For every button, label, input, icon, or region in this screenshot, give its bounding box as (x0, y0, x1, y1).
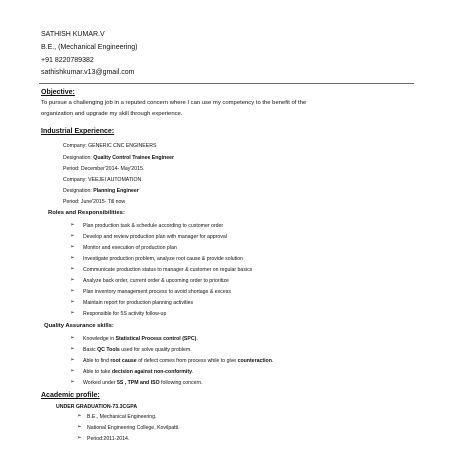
designation-1-title: Quality Control Trainee Engineer (93, 155, 174, 161)
quality-text: Able to take (83, 369, 112, 375)
arrow-bullet-icon: ➢ (70, 335, 75, 341)
quality-text: . (271, 358, 274, 364)
candidate-degree: B.E., (Mechanical Engineering) (41, 44, 138, 51)
company-2 (63, 178, 141, 183)
quality-text: used for solve quality problem. (119, 347, 192, 353)
academic-item: National Engineering College, Kovilpatti. (87, 425, 180, 431)
academic-subheading: UNDER GRADUATION-73.3CGPA (56, 404, 138, 410)
arrow-bullet-icon: ➢ (70, 277, 75, 283)
candidate-phone: +91 8220789382 (41, 57, 94, 64)
arrow-bullet-icon: ➢ (77, 435, 82, 441)
role-item: Plan inventory management process to avoid shortage & excess (83, 289, 231, 295)
quality-item (83, 337, 198, 342)
designation-1-prefix: Designation: (63, 155, 94, 161)
company-1-name: GENERIC CNC ENGINEERS (88, 143, 157, 149)
quality-text: Basic (83, 347, 98, 353)
period-1: Period: December'2014- May'2015. (63, 166, 145, 172)
designation-2-title: Planning Engineer (93, 188, 139, 194)
quality-item (83, 381, 203, 386)
designation-2-prefix: Designation: (63, 188, 94, 194)
arrow-bullet-icon: ➢ (70, 266, 75, 272)
arrow-bullet-icon: ➢ (70, 379, 75, 385)
role-item: Communicate production status to manager & customer on regular basics (83, 267, 253, 273)
arrow-bullet-icon: ➢ (70, 310, 75, 316)
arrow-bullet-icon: ➢ (70, 222, 75, 228)
quality-item (83, 370, 193, 375)
arrow-bullet-icon: ➢ (70, 233, 75, 239)
academic-item: B.E., Mechanical Engineering. (87, 414, 157, 420)
quality-emphasis: counteraction (237, 358, 272, 364)
company-2-name: VEEJEI AUTOMATION (88, 177, 142, 183)
academic-heading: Academic profile: (41, 392, 100, 399)
arrow-bullet-icon: ➢ (70, 346, 75, 352)
quality-item (83, 359, 273, 364)
quality-text: of defect comes from process while to give (136, 358, 238, 364)
arrow-bullet-icon: ➢ (70, 357, 75, 363)
academic-item: Period:2011-2014. (87, 436, 130, 442)
objective-heading: Objective: (41, 89, 75, 96)
company-1-prefix: Company: (63, 143, 89, 149)
quality-emphasis: QC Tools (97, 347, 120, 353)
experience-heading: Industrial Experience: (41, 128, 115, 135)
role-item: Analyze back order, current order & upcoming order to prioritize (83, 278, 229, 284)
quality-text: . (196, 336, 198, 342)
designation-1 (63, 156, 174, 161)
quality-text: Able to find (83, 358, 111, 364)
quality-emphasis: root cause (110, 358, 137, 364)
quality-text: . (191, 369, 194, 375)
arrow-bullet-icon: ➢ (77, 424, 82, 430)
role-item: Plan production task & schedule according to customer order (83, 223, 224, 229)
header-divider (39, 83, 414, 84)
quality-heading: Quality Assurance skills: (44, 323, 114, 329)
quality-text: Knowledge in (83, 336, 116, 342)
quality-item (83, 348, 192, 353)
quality-emphasis: decision against non-conformity (111, 369, 192, 375)
company-1 (63, 144, 156, 149)
role-item: Maintain report for production planning activities (83, 300, 194, 306)
candidate-email: sathishkumar.v13@gmail.com (41, 69, 135, 76)
objective-text-line-2: organization and upgrade my skill through experience. (41, 111, 183, 117)
objective-text-line-1: To pursue a challenging job in a reputed concern where I can use my competency to the benefit of the (41, 100, 307, 106)
designation-2 (63, 189, 139, 194)
arrow-bullet-icon: ➢ (70, 299, 75, 305)
quality-emphasis: 5S , TPM and ISO (116, 380, 160, 386)
role-item: Investigate production problem, analyze root cause & provide solution (83, 256, 244, 262)
quality-text: following concern. (159, 380, 203, 386)
arrow-bullet-icon: ➢ (70, 288, 75, 294)
role-item: Responsible for 5S activity follow-up (83, 311, 167, 317)
quality-emphasis: Statistical Process control (SPC) (115, 336, 197, 342)
role-item: Monitor and execution of production plan (83, 245, 177, 251)
arrow-bullet-icon: ➢ (70, 255, 75, 261)
arrow-bullet-icon: ➢ (77, 413, 82, 419)
roles-heading: Roles and Responsibilities: (48, 210, 125, 216)
candidate-name: SATHISH KUMAR.V (41, 31, 105, 38)
arrow-bullet-icon: ➢ (70, 244, 75, 250)
role-item: Develop and review production plan with manager for approval (83, 234, 227, 240)
quality-text: Worked under (83, 380, 117, 386)
period-2: Period: June'2015- Till now (63, 199, 126, 205)
company-2-prefix: Company: (63, 177, 89, 183)
arrow-bullet-icon: ➢ (70, 368, 75, 374)
